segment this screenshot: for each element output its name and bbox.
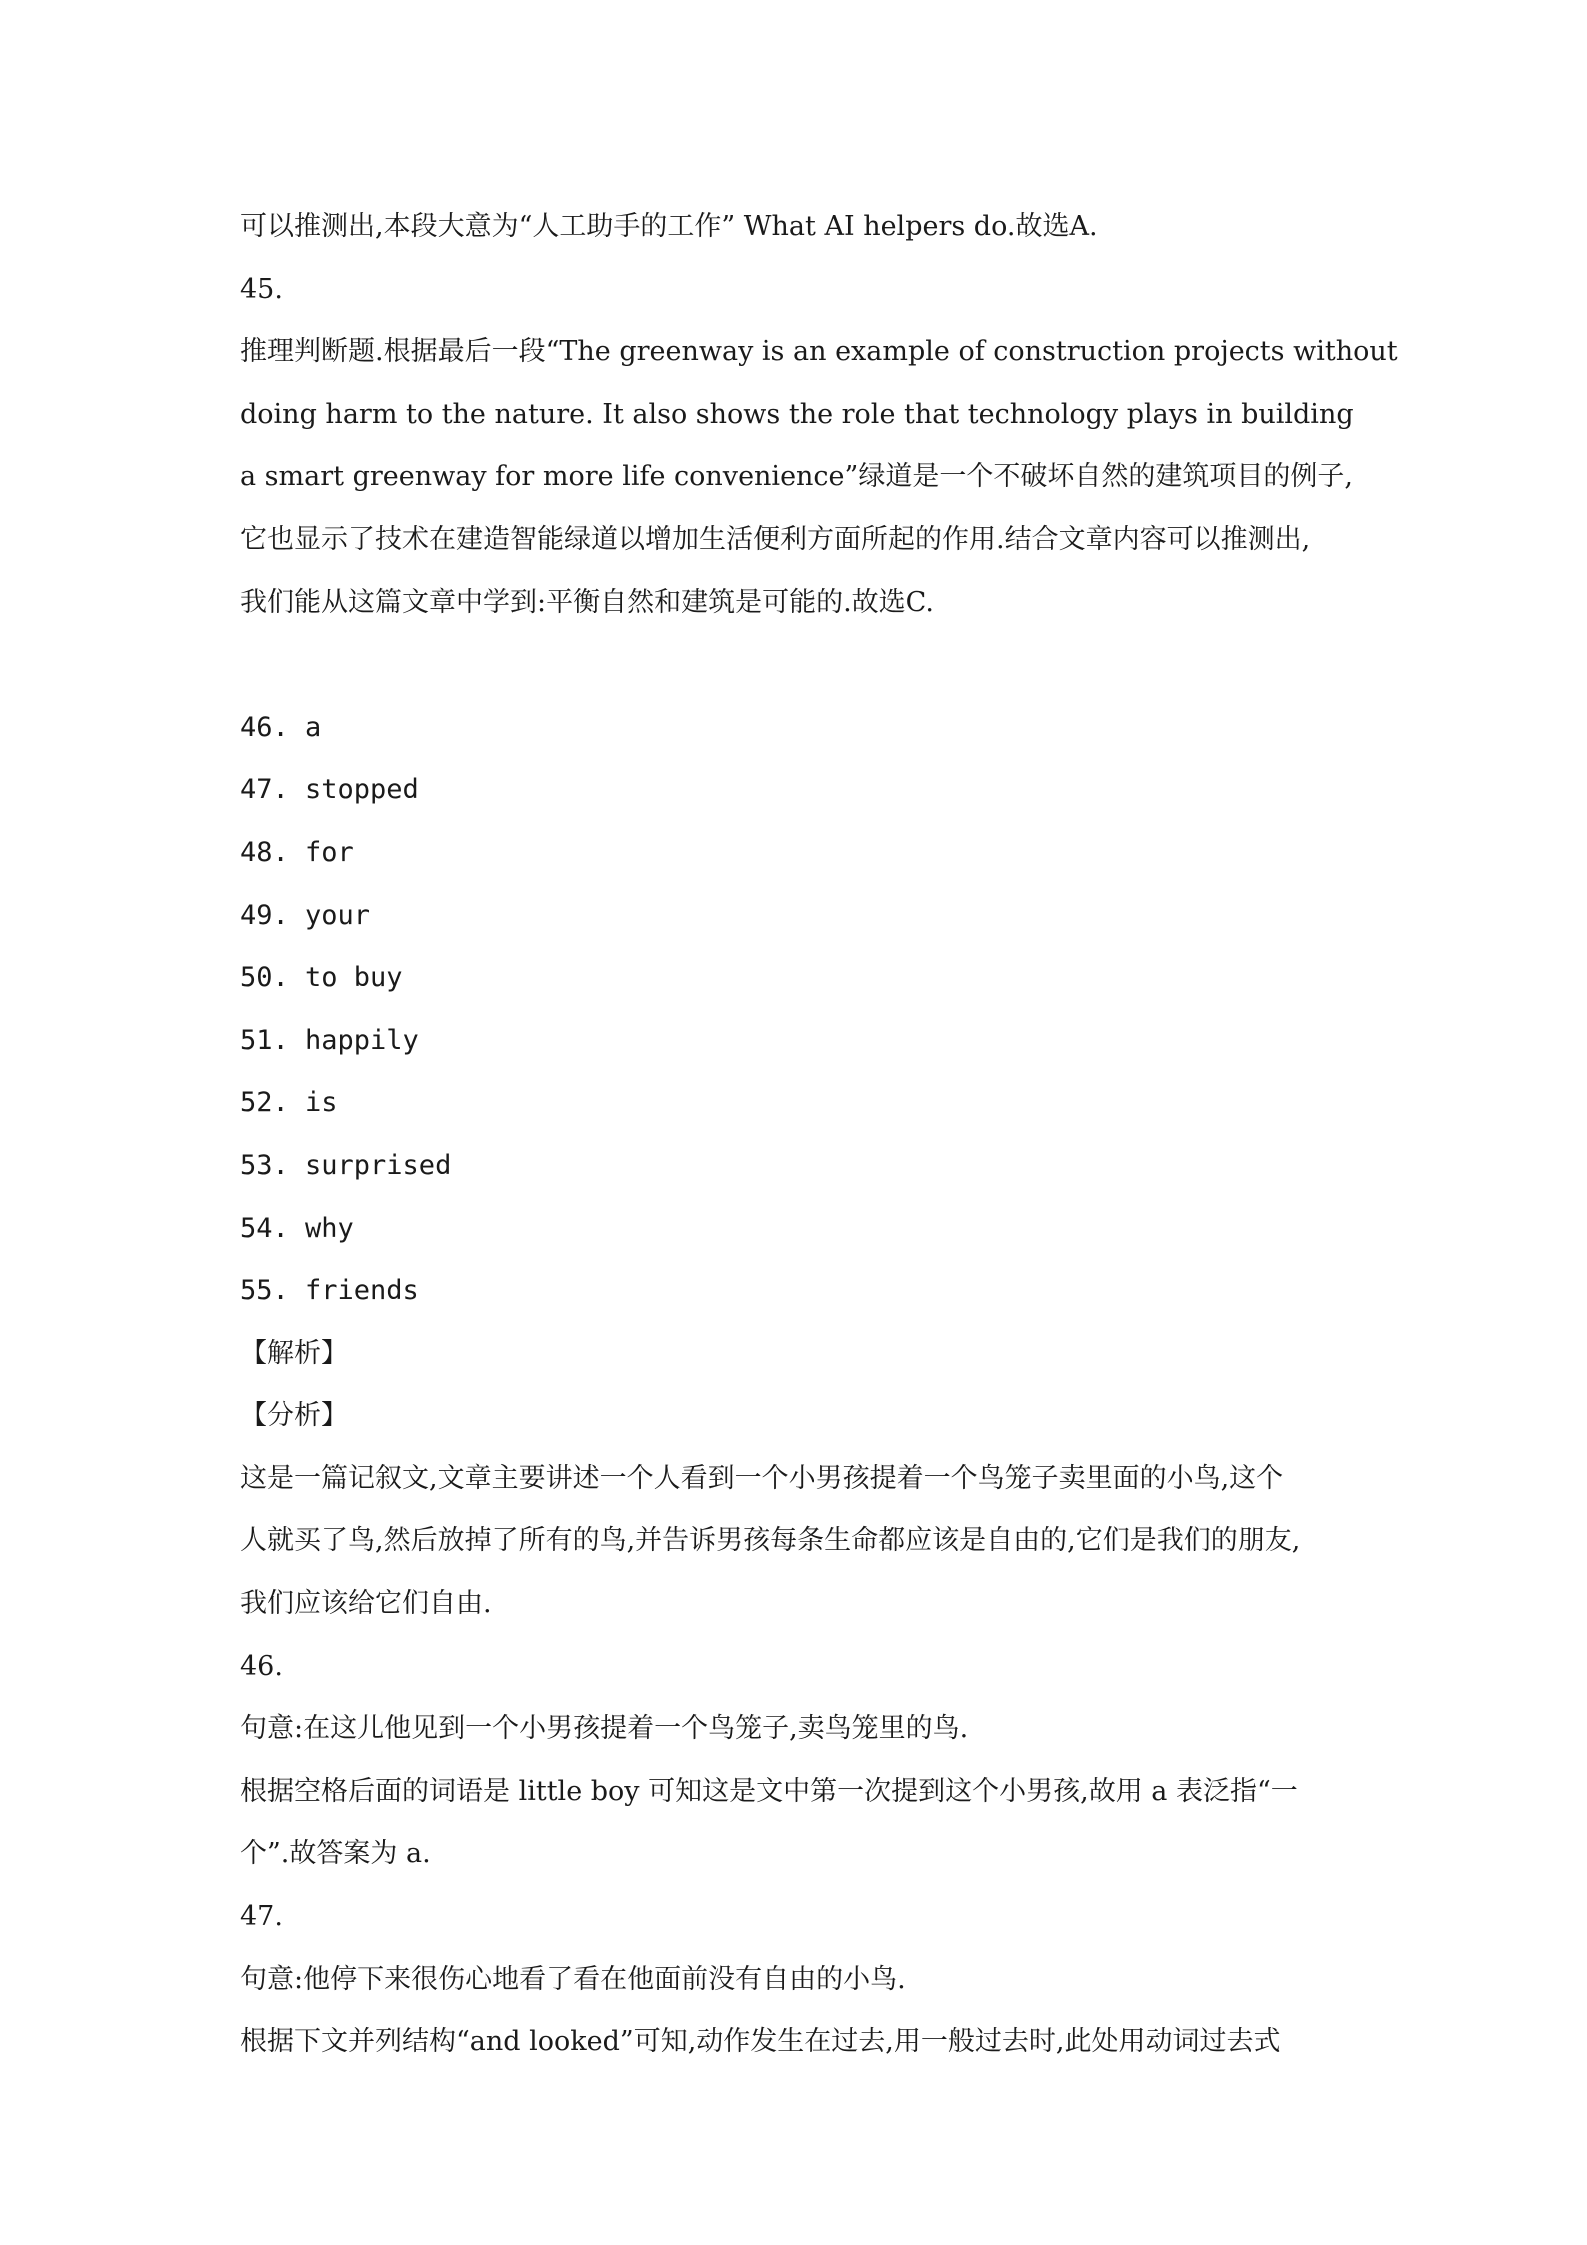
answer-item: 54. why: [240, 1212, 354, 1244]
page-content: [240, 196, 1398, 2074]
q46-explanation-line: 根据空格后面的词语是 little boy 可知这是文中第一次提到这个小男孩,故用 a 表泛指“一: [240, 1775, 1298, 1807]
section-heading-jiexi: 【解析】: [240, 1337, 348, 1369]
q47-explanation-line: 根据下文并列结构“and looked”可知,动作发生在过去,用一般过去时,此处用动词过去式: [240, 2026, 1281, 2058]
answer-item: 48. for: [240, 836, 354, 868]
section-heading-fenxi: 【分析】: [240, 1400, 348, 1432]
q45-explanation-line: 它也显示了技术在建造智能绿道以增加生活便利方面所起的作用.结合文章内容可以推测出,: [240, 523, 1311, 555]
q45-explanation-line: 我们能从这篇文章中学到:平衡自然和建筑是可能的.故选C.: [240, 586, 934, 618]
answer-item: 49. your: [240, 899, 371, 931]
q46-explanation-line: 句意:在这儿他见到一个小男孩提着一个鸟笼子,卖鸟笼里的鸟.: [240, 1713, 969, 1745]
answer-item: 50. to buy: [240, 962, 403, 994]
q46-number: 46.: [240, 1650, 283, 1682]
q45-number: 45.: [240, 273, 283, 305]
q47-explanation-line: 句意:他停下来很伤心地看了看在他面前没有自由的小鸟.: [240, 1963, 906, 1995]
answer-item: 52. is: [240, 1087, 338, 1119]
analysis-line: 人就买了鸟,然后放掉了所有的鸟,并告诉男孩每条生命都应该是自由的,它们是我们的朋友,: [240, 1525, 1301, 1557]
answer-item: 55. friends: [240, 1275, 419, 1307]
q44-conclusion: 可以推测出,本段大意为“人工助手的工作” What AI helpers do.故选A.: [240, 211, 1098, 242]
q45-explanation-line: a smart greenway for more life convenience”绿道是一个不破坏自然的建筑项目的例子,: [240, 461, 1353, 493]
answer-item: 47. stopped: [240, 774, 419, 806]
analysis-line: 我们应该给它们自由.: [240, 1588, 492, 1620]
spacer: [240, 634, 1360, 697]
q47-number: 47.: [240, 1901, 283, 1933]
answer-item: 46. a: [240, 711, 322, 743]
q45-explanation-line: 推理判断题.根据最后一段“The greenway is an example of construction projects without: [240, 336, 1398, 368]
q45-explanation-line: doing harm to the nature. It also shows the role that technology plays in building: [240, 398, 1354, 430]
answer-list: [240, 697, 1360, 1323]
q46-explanation-line: 个”.故答案为 a.: [240, 1838, 431, 1870]
answer-item: 53. surprised: [240, 1149, 452, 1181]
analysis-line: 这是一篇记叙文,文章主要讲述一个人看到一个小男孩提着一个鸟笼子卖里面的小鸟,这个: [240, 1462, 1284, 1494]
answer-item: 51. happily: [240, 1024, 419, 1056]
